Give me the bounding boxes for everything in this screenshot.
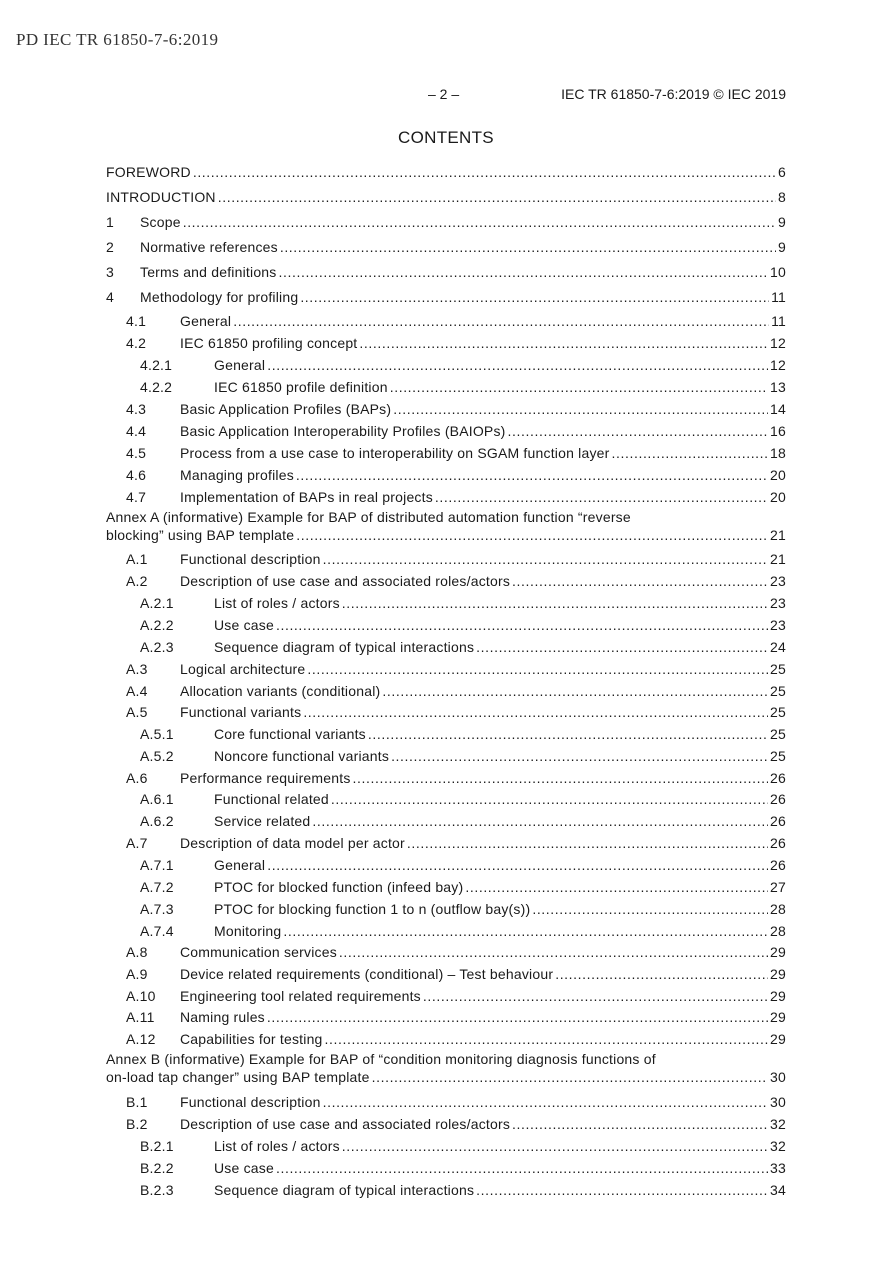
toc-entry[interactable] <box>106 638 786 656</box>
toc-entry-number: 4.7 <box>126 489 147 505</box>
toc-entry-number: 4.2.1 <box>140 357 173 373</box>
toc-entry[interactable] <box>106 987 786 1005</box>
toc-entry[interactable] <box>106 213 786 231</box>
toc-entry-page: 26 <box>770 813 786 829</box>
toc-entry[interactable] <box>106 1181 786 1199</box>
toc-entry[interactable] <box>106 1137 786 1155</box>
toc-entry-page: 21 <box>770 527 786 543</box>
toc-entry-title: Engineering tool related requirements <box>180 988 421 1004</box>
toc-entry-number: A.5.1 <box>140 726 174 742</box>
toc-entry[interactable] <box>106 594 786 612</box>
toc-dot-leader <box>283 922 768 940</box>
toc-entry-page: 30 <box>770 1069 786 1085</box>
toc-entry-title: Allocation variants (conditional) <box>180 683 381 699</box>
toc-entry-page: 29 <box>770 988 786 1004</box>
toc-entry-title: Performance requirements <box>180 770 351 786</box>
toc-entry-page: 28 <box>770 901 786 917</box>
toc-entry[interactable] <box>106 400 786 418</box>
toc-entry[interactable] <box>106 1159 786 1177</box>
toc-entry[interactable] <box>106 725 786 743</box>
toc-entry-title: List of roles / actors <box>214 1138 340 1154</box>
toc-entry[interactable] <box>106 703 786 721</box>
toc-dot-leader <box>391 747 768 765</box>
toc-dot-leader <box>296 466 768 484</box>
toc-dot-leader <box>339 943 768 961</box>
toc-dot-leader <box>353 769 768 787</box>
toc-entry-title: Basic Application Interoperability Profiles (BAIOPs) <box>180 423 506 439</box>
toc-dot-leader <box>267 1008 768 1026</box>
toc-entry-title: IEC 61850 profiling concept <box>180 335 358 351</box>
toc-entry[interactable] <box>106 1093 786 1111</box>
toc-entry[interactable] <box>106 288 786 306</box>
toc-entry-number: A.4 <box>126 683 148 699</box>
toc-entry-number: B.2.1 <box>140 1138 174 1154</box>
toc-entry-title: Process from a use case to interoperability on SGAM function layer <box>180 445 610 461</box>
toc-entry[interactable] <box>106 922 786 940</box>
toc-dot-leader <box>372 1068 768 1086</box>
toc-entry-number: B.2 <box>126 1116 148 1132</box>
toc-entry[interactable] <box>106 422 786 440</box>
toc-entry[interactable] <box>106 747 786 765</box>
toc-entry-number: A.7.3 <box>140 901 174 917</box>
toc-entry[interactable] <box>106 943 786 961</box>
page-header <box>0 86 892 104</box>
toc-dot-leader <box>368 725 768 743</box>
toc-dot-leader <box>508 422 768 440</box>
toc-entry-page: 13 <box>770 379 786 395</box>
toc-dot-leader <box>612 444 769 462</box>
toc-entry-title: Core functional variants <box>214 726 366 742</box>
toc-entry-page: 14 <box>770 401 786 417</box>
toc-entry[interactable] <box>106 238 786 256</box>
toc-entry-number: 4.2.2 <box>140 379 173 395</box>
toc-entry-page: 11 <box>771 313 786 329</box>
toc-entry-page: 20 <box>770 489 786 505</box>
toc-entry-page: 10 <box>770 264 786 280</box>
toc-entry-number: A.11 <box>126 1009 155 1025</box>
toc-entry-number: A.2.3 <box>140 639 174 655</box>
toc-entry-page: 25 <box>770 683 786 699</box>
toc-entry-title: Functional description <box>180 551 321 567</box>
toc-entry[interactable] <box>106 312 786 330</box>
toc-entry-number: 4.3 <box>126 401 147 417</box>
toc-entry-number: A.8 <box>126 944 148 960</box>
toc-entry[interactable] <box>106 188 786 206</box>
toc-entry[interactable] <box>106 1030 786 1048</box>
toc-entry-number: B.2.3 <box>140 1182 174 1198</box>
toc-entry-page: 34 <box>770 1182 786 1198</box>
toc-entry-title: Terms and definitions <box>140 264 277 280</box>
toc-annex-heading[interactable]: Annex A (informative) Example for BAP of distributed automation function “reverse <box>106 509 631 525</box>
toc-dot-leader <box>512 1115 768 1133</box>
toc-entry-page: 21 <box>770 551 786 567</box>
toc-dot-leader <box>267 356 768 374</box>
document-id: PD IEC TR 61850-7-6:2019 <box>16 30 219 49</box>
toc-entry-page: 26 <box>770 835 786 851</box>
toc-entry-page: 11 <box>771 289 786 305</box>
toc-dot-leader <box>476 638 768 656</box>
toc-entry-page: 25 <box>770 704 786 720</box>
toc-dot-leader <box>555 965 768 983</box>
toc-entry-title: Communication services <box>180 944 337 960</box>
toc-entry-title: General <box>214 357 266 373</box>
toc-dot-leader <box>233 312 769 330</box>
toc-entry[interactable] <box>106 812 786 830</box>
toc-entry-number: A.6.1 <box>140 791 174 807</box>
toc-entry-title: Normative references <box>140 239 278 255</box>
toc-entry-page: 32 <box>770 1138 786 1154</box>
toc-entry-title: blocking” using BAP template <box>106 527 295 543</box>
toc-entry-title: Sequence diagram of typical interactions <box>214 1182 475 1198</box>
toc-entry[interactable] <box>106 466 786 484</box>
toc-entry[interactable] <box>106 660 786 678</box>
toc-dot-leader <box>267 856 768 874</box>
toc-entry[interactable] <box>106 1068 786 1086</box>
toc-entry-number: A.10 <box>126 988 156 1004</box>
toc-entry-title: Functional related <box>214 791 329 807</box>
toc-entry-page: 26 <box>770 770 786 786</box>
toc-entry-number: A.1 <box>126 551 148 567</box>
toc-entry-number: A.6.2 <box>140 813 174 829</box>
toc-entry-page: 28 <box>770 923 786 939</box>
toc-entry-title: Basic Application Profiles (BAPs) <box>180 401 392 417</box>
toc-entry-page: 6 <box>778 164 786 180</box>
toc-entry-title: Implementation of BAPs in real projects <box>180 489 433 505</box>
toc-entry-page: 23 <box>770 595 786 611</box>
toc-dot-leader <box>342 594 768 612</box>
toc-entry[interactable] <box>106 550 786 568</box>
toc-entry-number: 4.1 <box>126 313 147 329</box>
toc-entry-page: 29 <box>770 1009 786 1025</box>
toc-entry-title: Description of data model per actor <box>180 835 405 851</box>
toc-entry-page: 9 <box>778 214 786 230</box>
toc-dot-leader <box>435 488 768 506</box>
toc-entry-page: 18 <box>770 445 786 461</box>
toc-entry-number: A.5 <box>126 704 148 720</box>
toc-entry-page: 8 <box>778 189 786 205</box>
toc-annex-heading[interactable]: Annex B (informative) Example for BAP of “condition monitoring diagnosis functions of <box>106 1051 656 1067</box>
toc-entry-page: 27 <box>770 879 786 895</box>
toc-entry-title: Sequence diagram of typical interactions <box>214 639 475 655</box>
toc-entry[interactable] <box>106 682 786 700</box>
toc-entry[interactable] <box>106 334 786 352</box>
toc-entry-page: 23 <box>770 617 786 633</box>
toc-entry-number: 3 <box>106 264 114 280</box>
toc-dot-leader <box>512 572 768 590</box>
toc-entry-page: 12 <box>770 335 786 351</box>
toc-entry-number: B.1 <box>126 1094 148 1110</box>
toc-dot-leader <box>312 812 768 830</box>
toc-entry-page: 23 <box>770 573 786 589</box>
toc-entry-title: Monitoring <box>214 923 282 939</box>
toc-entry-number: A.7.1 <box>140 857 174 873</box>
toc-dot-leader <box>300 288 769 306</box>
toc-entry[interactable] <box>106 834 786 852</box>
toc-dot-leader <box>423 987 768 1005</box>
toc-entry-title: INTRODUCTION <box>106 189 216 205</box>
toc-entry-title: General <box>214 857 266 873</box>
toc-entry-number: A.2.1 <box>140 595 174 611</box>
toc-entry-number: A.3 <box>126 661 148 677</box>
toc-entry-title: Functional variants <box>180 704 302 720</box>
toc-entry-page: 9 <box>778 239 786 255</box>
toc-entry-title: Capabilities for testing <box>180 1031 323 1047</box>
toc-entry-page: 24 <box>770 639 786 655</box>
toc-entry-page: 25 <box>770 726 786 742</box>
toc-entry-page: 12 <box>770 357 786 373</box>
toc-entry-title: Use case <box>214 1160 274 1176</box>
toc-entry[interactable] <box>106 856 786 874</box>
toc-entry[interactable] <box>106 444 786 462</box>
toc-entry-number: A.2 <box>126 573 148 589</box>
toc-entry-number: A.7 <box>126 835 148 851</box>
toc-dot-leader <box>532 900 768 918</box>
standard-reference: IEC TR 61850-7-6:2019 © IEC 2019 <box>561 86 786 102</box>
toc-entry-title: PTOC for blocked function (infeed bay) <box>214 879 464 895</box>
toc-entry-number: A.9 <box>126 966 148 982</box>
toc-entry-title: Logical architecture <box>180 661 306 677</box>
toc-entry-number: A.5.2 <box>140 748 174 764</box>
toc-entry-number: 1 <box>106 214 114 230</box>
toc-entry-page: 26 <box>770 857 786 873</box>
toc-entry-page: 30 <box>770 1094 786 1110</box>
toc-entry[interactable] <box>106 488 786 506</box>
toc-entry-number: 4 <box>106 289 114 305</box>
toc-dot-leader <box>393 400 768 418</box>
toc-entry-page: 25 <box>770 748 786 764</box>
toc-entry[interactable] <box>106 356 786 374</box>
toc-entry-title: Naming rules <box>180 1009 265 1025</box>
toc-entry[interactable] <box>106 526 786 544</box>
toc-dot-leader <box>325 1030 768 1048</box>
toc-entry-number: 2 <box>106 239 114 255</box>
toc-entry-page: 33 <box>770 1160 786 1176</box>
toc-entry-title: Noncore functional variants <box>214 748 390 764</box>
toc-dot-leader <box>323 550 768 568</box>
toc-dot-leader <box>342 1137 768 1155</box>
toc-title: CONTENTS <box>398 128 494 147</box>
toc-dot-leader <box>280 238 776 256</box>
toc-entry-number: 4.5 <box>126 445 147 461</box>
toc-entry-page: 29 <box>770 944 786 960</box>
toc-dot-leader <box>276 1159 768 1177</box>
toc-dot-leader <box>218 188 776 206</box>
toc-entry-page: 26 <box>770 791 786 807</box>
toc-dot-leader <box>303 703 768 721</box>
toc-entry-number: B.2.2 <box>140 1160 174 1176</box>
toc-entry[interactable] <box>106 263 786 281</box>
toc-entry[interactable] <box>106 900 786 918</box>
toc-entry-title: Description of use case and associated roles/actors <box>180 1116 511 1132</box>
toc-entry-title: Methodology for profiling <box>140 289 299 305</box>
toc-entry[interactable] <box>106 790 786 808</box>
toc-entry[interactable] <box>106 878 786 896</box>
toc-dot-leader <box>476 1181 768 1199</box>
toc-dot-leader <box>390 378 768 396</box>
toc-entry-title: PTOC for blocking function 1 to n (outflow bay(s)) <box>214 901 531 917</box>
toc-entry-number: 4.2 <box>126 335 147 351</box>
toc-entry[interactable] <box>106 1008 786 1026</box>
toc-entry-number: A.2.2 <box>140 617 174 633</box>
toc-entry-title: IEC 61850 profile definition <box>214 379 388 395</box>
toc-entry-title: on-load tap changer” using BAP template <box>106 1069 370 1085</box>
toc-entry-title: General <box>180 313 232 329</box>
toc-entry-title: Service related <box>214 813 311 829</box>
toc-dot-leader <box>276 616 768 634</box>
toc-entry-page: 20 <box>770 467 786 483</box>
toc-dot-leader <box>382 682 768 700</box>
toc-entry-number: 4.6 <box>126 467 147 483</box>
toc-entry[interactable] <box>106 1115 786 1133</box>
toc-entry-title: Device related requirements (conditional) – Test behaviour <box>180 966 554 982</box>
toc-dot-leader <box>279 263 769 281</box>
toc-dot-leader <box>407 834 768 852</box>
toc-dot-leader <box>307 660 768 678</box>
toc-entry-number: 4.4 <box>126 423 147 439</box>
toc-entry-title: Functional description <box>180 1094 321 1110</box>
toc-entry-number: A.12 <box>126 1031 156 1047</box>
toc-entry-title: FOREWORD <box>106 164 191 180</box>
toc-entry-page: 32 <box>770 1116 786 1132</box>
toc-entry-title: Managing profiles <box>180 467 294 483</box>
toc-dot-leader <box>296 526 768 544</box>
toc-entry-number: A.6 <box>126 770 148 786</box>
toc-dot-leader <box>193 163 776 181</box>
toc-entry[interactable] <box>106 572 786 590</box>
toc-entry-title: Description of use case and associated roles/actors <box>180 573 511 589</box>
toc-dot-leader <box>331 790 768 808</box>
toc-dot-leader <box>183 213 776 231</box>
toc-entry-page: 16 <box>770 423 786 439</box>
toc-entry-page: 25 <box>770 661 786 677</box>
toc-entry-page: 29 <box>770 966 786 982</box>
toc-entry[interactable] <box>106 769 786 787</box>
toc-entry-page: 29 <box>770 1031 786 1047</box>
toc-entry[interactable] <box>106 616 786 634</box>
toc-dot-leader <box>323 1093 768 1111</box>
toc-entry-title: Scope <box>140 214 181 230</box>
toc-entry[interactable] <box>106 378 786 396</box>
toc-entry-title: List of roles / actors <box>214 595 340 611</box>
toc-entry-number: A.7.2 <box>140 879 174 895</box>
toc-entry[interactable] <box>106 965 786 983</box>
toc-entry-title: Use case <box>214 617 274 633</box>
toc-entry-number: A.7.4 <box>140 923 174 939</box>
toc-dot-leader <box>465 878 768 896</box>
toc-dot-leader <box>359 334 768 352</box>
toc-entry[interactable] <box>106 163 786 181</box>
page-number: – 2 – <box>428 86 460 102</box>
